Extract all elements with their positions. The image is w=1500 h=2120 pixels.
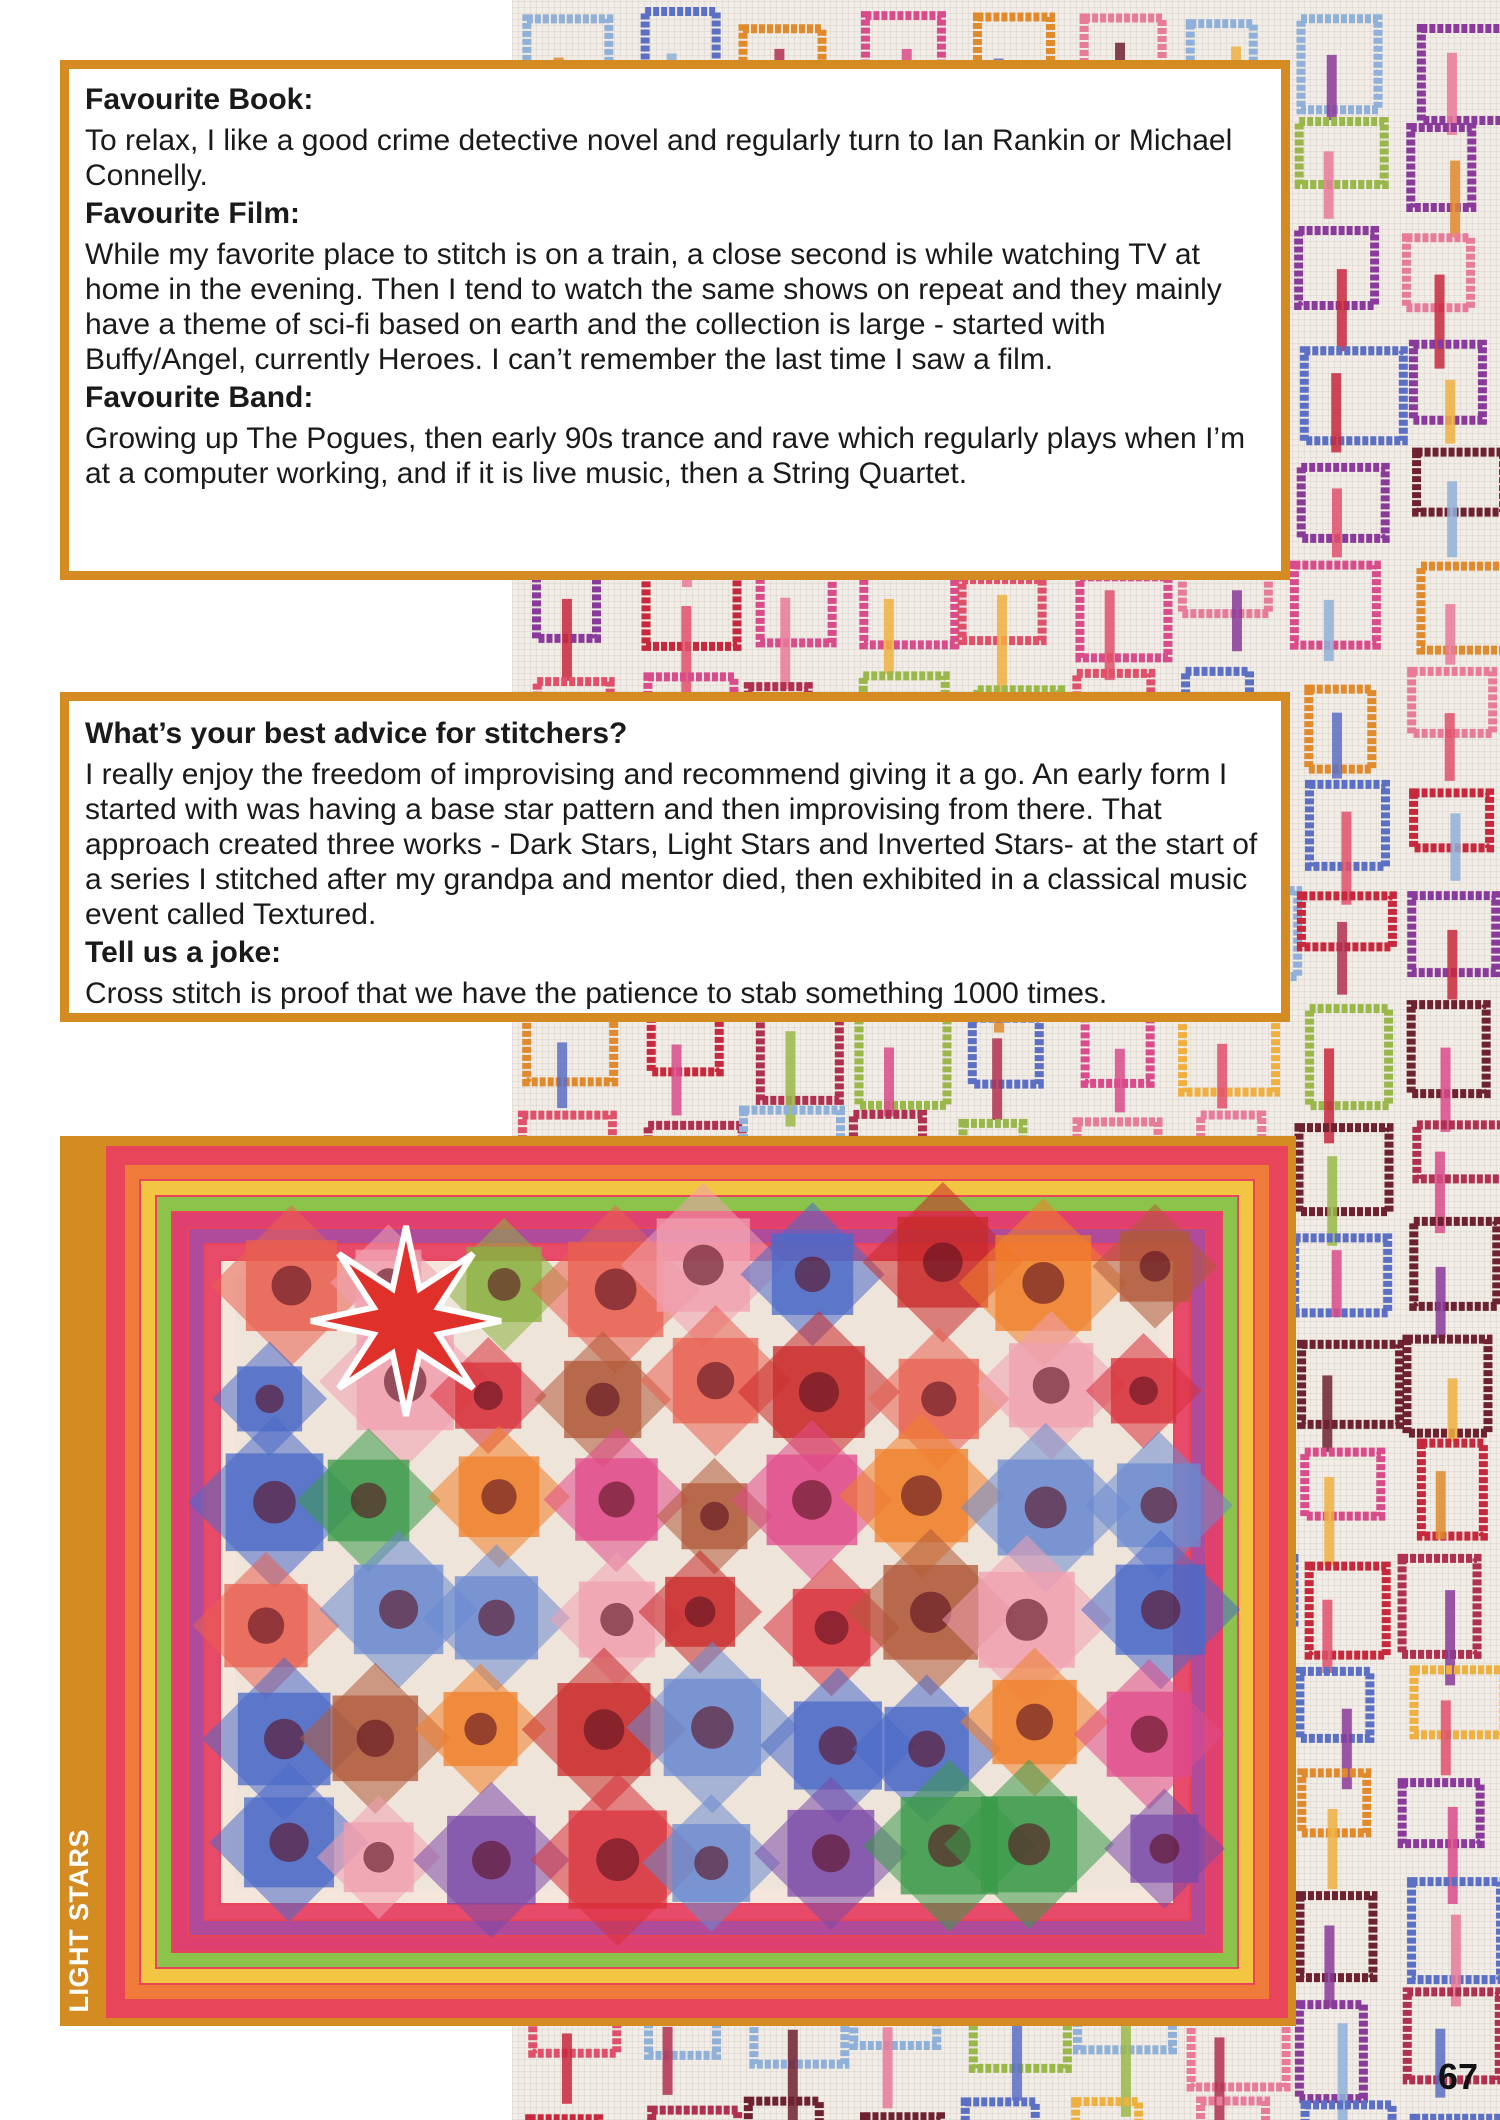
stitched-square bbox=[1421, 566, 1500, 650]
stitched-bar bbox=[1115, 1049, 1125, 1113]
stitched-bar bbox=[780, 598, 790, 690]
stitched-square bbox=[1300, 1671, 1370, 1738]
stitched-bar bbox=[1214, 2037, 1224, 2120]
stitched-bar bbox=[1450, 813, 1460, 880]
stitched-square bbox=[652, 2110, 738, 2120]
stitched-bar bbox=[1337, 922, 1347, 995]
stitched-bar bbox=[1105, 590, 1115, 680]
stitched-square bbox=[1411, 128, 1472, 208]
question-favourite-band: Favourite Band: bbox=[85, 381, 314, 414]
stitched-bar bbox=[1445, 713, 1455, 781]
stitched-bar bbox=[883, 2027, 893, 2108]
question-joke: Tell us a joke: bbox=[85, 936, 282, 969]
stitched-square bbox=[1080, 577, 1168, 658]
stitched-square bbox=[1183, 1012, 1276, 1092]
stitched-bar bbox=[1436, 1267, 1446, 1338]
stitched-square bbox=[1402, 1558, 1477, 1654]
question-advice: What’s your best advice for stitchers? bbox=[85, 717, 628, 750]
stitched-bar bbox=[992, 1038, 1002, 1120]
stitched-square bbox=[1414, 1221, 1497, 1306]
stitched-bar bbox=[1445, 604, 1455, 665]
stitched-bar bbox=[562, 599, 572, 681]
stitched-bar bbox=[1441, 1048, 1451, 1132]
stitched-bar bbox=[681, 606, 691, 703]
stitched-square bbox=[1421, 29, 1500, 121]
stitched-square bbox=[1300, 1896, 1373, 1978]
answer-favourite-film: While my favorite place to stitch is on a train, a close second is while watching TV at home in the evening. Then I tend to watch the same shows on repeat and they mainly have a theme of sci-fi based on earth and the collection is large - started with Buffy/Angel, currently Heroes. I can’t remember the last time I saw a film. bbox=[85, 238, 1222, 376]
stitched-bar bbox=[1450, 161, 1460, 238]
stitched-square bbox=[1301, 467, 1385, 538]
artwork-photo-frame bbox=[60, 1136, 1296, 2026]
stitched-bar bbox=[788, 2030, 798, 2120]
stitched-bar bbox=[1435, 275, 1445, 369]
stitched-bar bbox=[1448, 1807, 1458, 1904]
stitched-bar bbox=[1324, 1925, 1334, 2007]
stitched-bar bbox=[1327, 1156, 1337, 1246]
stitched-bar bbox=[1217, 1044, 1227, 1109]
stitched-square bbox=[965, 2102, 1035, 2120]
artwork-photo bbox=[106, 1146, 1288, 2018]
question-favourite-book: Favourite Book: bbox=[85, 83, 314, 116]
stitched-bar bbox=[1322, 1600, 1332, 1673]
stitched-square bbox=[859, 1010, 947, 1105]
stitched-square bbox=[1299, 2005, 1363, 2099]
stitched-square bbox=[1402, 1783, 1480, 1844]
stitched-bar bbox=[1448, 1378, 1458, 1441]
stitched-square bbox=[1309, 1566, 1386, 1655]
stitched-bar bbox=[672, 1045, 682, 1116]
stitched-bar bbox=[663, 2027, 673, 2095]
answer-favourite-band: Growing up The Pogues, then early 90s trance and rave which regularly plays when I’m at a computer working, and if it is live music, then a String Quartet. bbox=[85, 422, 1246, 490]
stitched-bar bbox=[1445, 380, 1455, 444]
page-number: 67 bbox=[1437, 2056, 1478, 2097]
stitched-bar bbox=[1447, 481, 1457, 557]
stitched-bar bbox=[1324, 600, 1334, 661]
stitched-square bbox=[1421, 1443, 1483, 1536]
stitched-bar bbox=[1328, 1809, 1338, 1889]
stitched-bar bbox=[1447, 930, 1457, 1000]
stitched-square bbox=[1305, 1452, 1381, 1516]
stitched-bar bbox=[884, 1047, 894, 1116]
stitched-bar bbox=[1341, 812, 1351, 905]
answer-joke: Cross stitch is proof that we have the patience to stab something 1000 times. bbox=[85, 977, 1108, 1010]
photo-caption: LIGHT STARS bbox=[64, 1828, 94, 2012]
stitched-bar bbox=[557, 1042, 567, 1108]
stitched-bar bbox=[562, 2033, 572, 2103]
stitched-square bbox=[1201, 2101, 1266, 2120]
stitched-square bbox=[1414, 1670, 1500, 1735]
stitched-bar bbox=[1441, 1700, 1451, 1775]
light-stars-artwork bbox=[106, 1146, 1288, 2018]
answer-advice: I really enjoy the freedom of improvising and recommend giving it a go. An early form I started with was having a base star pattern and then improvising from there. That approach created three works - Dark Stars, Light Stars and Inverted Stars- at the start of a series I stitched after my grandpa and mentor died, then exhibited in a classical music event called Textured. bbox=[85, 758, 1258, 931]
stitched-square bbox=[1299, 1128, 1389, 1212]
stitched-bar bbox=[1332, 1250, 1342, 1317]
large-red-star bbox=[311, 1226, 501, 1416]
stitched-square bbox=[1299, 122, 1384, 185]
stitched-bar bbox=[1332, 488, 1342, 557]
question-favourite-film: Favourite Film: bbox=[85, 197, 301, 230]
stitched-bar bbox=[1324, 1477, 1334, 1566]
stitched-square bbox=[1417, 452, 1500, 512]
stitched-bar bbox=[1324, 151, 1334, 218]
stitched-square bbox=[760, 574, 832, 643]
stitched-bar bbox=[1331, 373, 1341, 452]
stitched-bar bbox=[1447, 53, 1457, 135]
stitched-bar bbox=[1436, 1471, 1446, 1539]
interview-box-favourites bbox=[60, 60, 1290, 580]
stitched-square bbox=[1299, 231, 1375, 306]
stitched-square bbox=[748, 2101, 819, 2120]
stitched-bar bbox=[997, 595, 1007, 693]
stitched-bar bbox=[1322, 1375, 1332, 1451]
stitched-square bbox=[1305, 2105, 1392, 2120]
stitched-bar bbox=[1232, 590, 1242, 651]
stitched-bar bbox=[1332, 713, 1342, 779]
stitched-bar bbox=[1012, 2024, 1022, 2100]
stitched-square bbox=[1407, 1339, 1488, 1433]
stitched-square bbox=[1302, 1344, 1400, 1424]
interview-box-advice bbox=[60, 692, 1290, 1022]
stitched-square bbox=[1294, 565, 1376, 645]
stitched-bar bbox=[1337, 269, 1347, 351]
stitched-square bbox=[1304, 351, 1403, 441]
stitched-square bbox=[1417, 1125, 1500, 1179]
stitched-square bbox=[1301, 19, 1378, 110]
answer-favourite-book: To relax, I like a good crime detective novel and regularly turn to Ian Rankin or Michael Connelly. bbox=[85, 124, 1233, 192]
stitched-bar bbox=[1327, 55, 1337, 120]
stitched-square bbox=[972, 1018, 1039, 1084]
stitched-square bbox=[1310, 1009, 1389, 1106]
stitched-bar bbox=[884, 599, 894, 674]
